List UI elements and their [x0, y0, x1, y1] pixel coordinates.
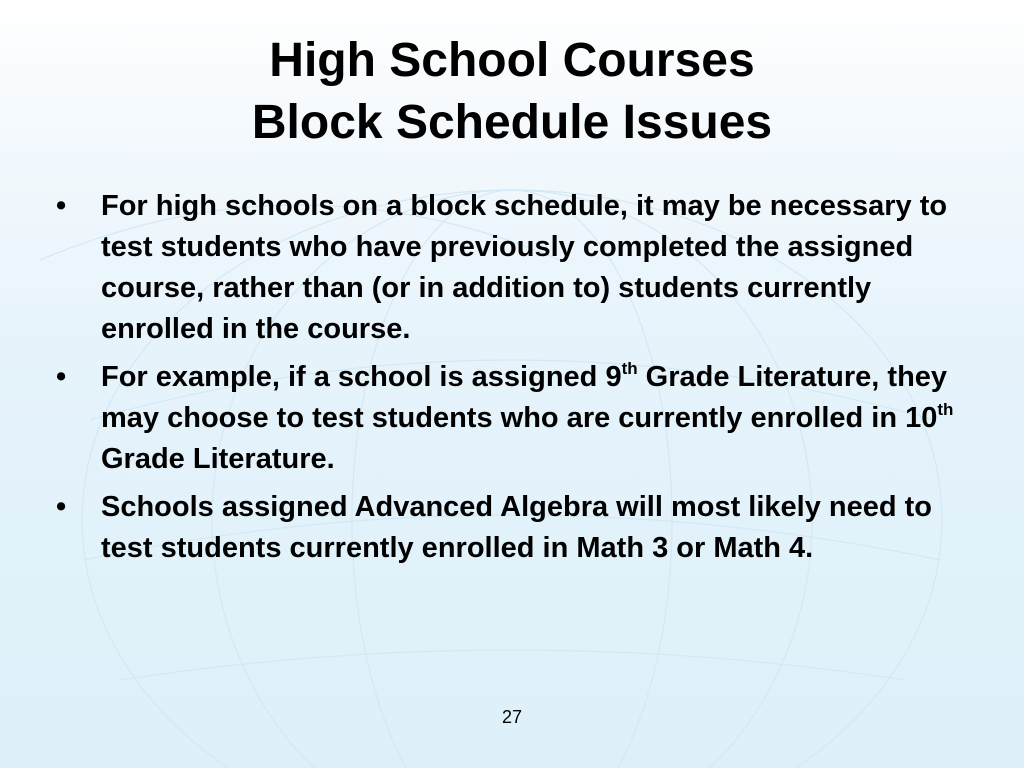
bullet-text: For high schools on a block schedule, it may be necessary to test students who have previously completed the assigned course, rather than (or in addition to) students currently enrolled in the course. — [101, 190, 948, 345]
slide-title-line-1: High School Courses — [269, 34, 755, 87]
bullet-text: Schools assigned Advanced Algebra will most likely need to test students currently enrolled in Math 3 or Math 4. — [101, 491, 933, 564]
slide-title — [0, 30, 1024, 154]
page-number: 27 — [501, 707, 523, 727]
bullet-item-advanced-algebra — [56, 487, 976, 569]
bullet-text-part-3: Grade Literature. — [101, 443, 335, 475]
slide-title-line-2: Block Schedule Issues — [251, 96, 773, 149]
bullet-item-example — [56, 357, 976, 480]
ordinal-suffix: th — [937, 400, 954, 419]
bullet-text-part-1: For example, if a school is assigned 9 — [101, 361, 622, 393]
bullet-item-block-schedule — [56, 186, 976, 350]
ordinal-suffix: th — [621, 359, 638, 378]
bullet-marker: • — [56, 491, 67, 523]
bullet-list — [56, 186, 976, 576]
bullet-marker: • — [56, 361, 67, 393]
bullet-marker: • — [56, 190, 67, 222]
bullet-text-part-2: Grade Literature, they may choose to test students who are currently enrolled in 10 — [101, 361, 948, 434]
